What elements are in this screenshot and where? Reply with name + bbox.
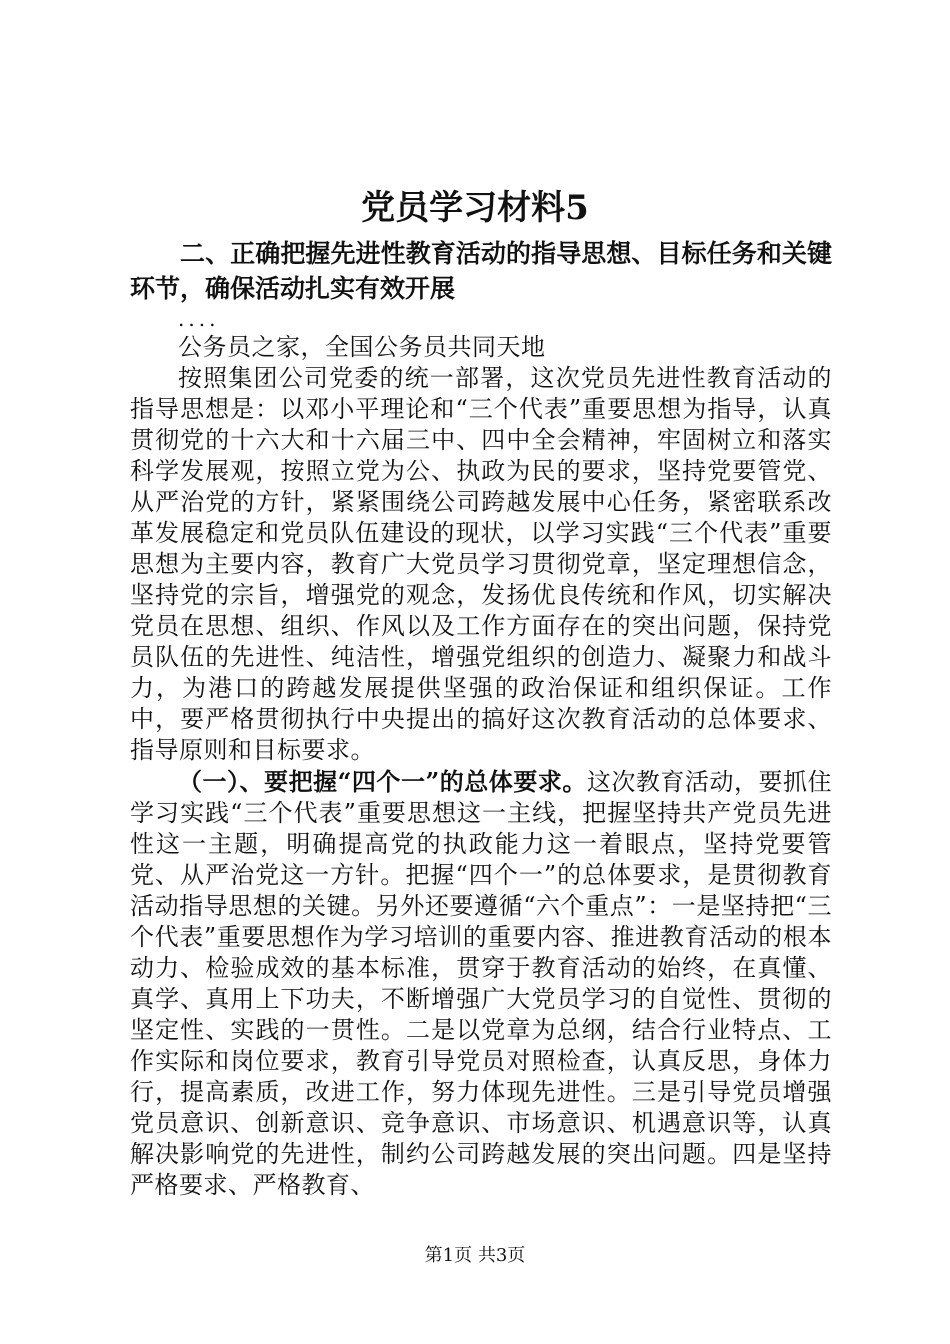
paragraph-text: 这次教育活动，要抓住学习实践“三个代表”重要思想这一主线，把握坚持共产党员先进性这一主题，明确提高党的执政能力这一着眼点，坚持党要管党、从严治党这一方针。把握“四个一”的总体要求，是贯彻教育活动指导思想的关键。另外还要遵循“六个重点”：一是坚持把“三个代表”重要思想作为学习培训的重要内容、推进教育活动的根本动力、检验成效的基本标准，贯穿于教育活动的始终，在真懂、真学、真用上下功夫，不断增强广大党员学习的自觉性、贯彻的坚定性、实践的一贯性。二是以党章为总纲，结合行业特点、工作实际和岗位要求，教育引导党员对照检查，认真反思，身体力行，提高素质，改进工作，努力体现先进性。三是引导党员增强党员意识、创新意识、竞争意识、市场意识、机遇意识等，认真解决影响党的先进性，制约公司跨越发展的突出问题。四是坚持严格要求、严格教育、 <box>130 768 833 1199</box>
ellipsis-dots: .... <box>178 307 220 331</box>
document-body <box>130 236 832 1201</box>
paragraph-overall-requirements <box>130 766 832 1201</box>
page-footer: 第1页 共3页 <box>424 1245 526 1266</box>
section-heading: 二、正确把握先进性教育活动的指导思想、目标任务和关键环节，确保活动扎实有效开展 <box>130 239 832 303</box>
subsection-heading: （一）、要把握“四个一”的总体要求。 <box>178 767 587 796</box>
paragraph-guiding-ideology: 按照集团公司党委的统一部署，这次党员先进性教育活动的指导思想是：以邓小平理论和“三个代表”重要思想为指导，认真贯彻党的十六大和十六届三中、四中全会精神，牢固树立和落实科学发展观，按照立党为公、执政为民的要求，坚持党要管党、从严治党的方针，紧紧围绕公司跨越发展中心任务，紧密联系改革发展稳定和党员队伍建设的现状，以学习实践“三个代表”重要思想为主要内容，教育广大党员学习贯彻党章，坚定理想信念，坚持党的宗旨，增强党的观念，发扬优良传统和作风，切实解决党员在思想、组织、作风以及工作方面存在的突出问题，保持党员队伍的先进性、纯洁性，增强党组织的创造力、凝聚力和战斗力，为港口的跨越发展提供坚强的政治保证和组织保证。工作中，要严格贯彻执行中央提出的搞好这次教育活动的总体要求、指导原则和目标要求。 <box>130 364 832 764</box>
document-title: 党员学习材料5 <box>361 188 589 228</box>
source-line: 公务员之家，全国公务员共同天地 <box>178 333 546 361</box>
